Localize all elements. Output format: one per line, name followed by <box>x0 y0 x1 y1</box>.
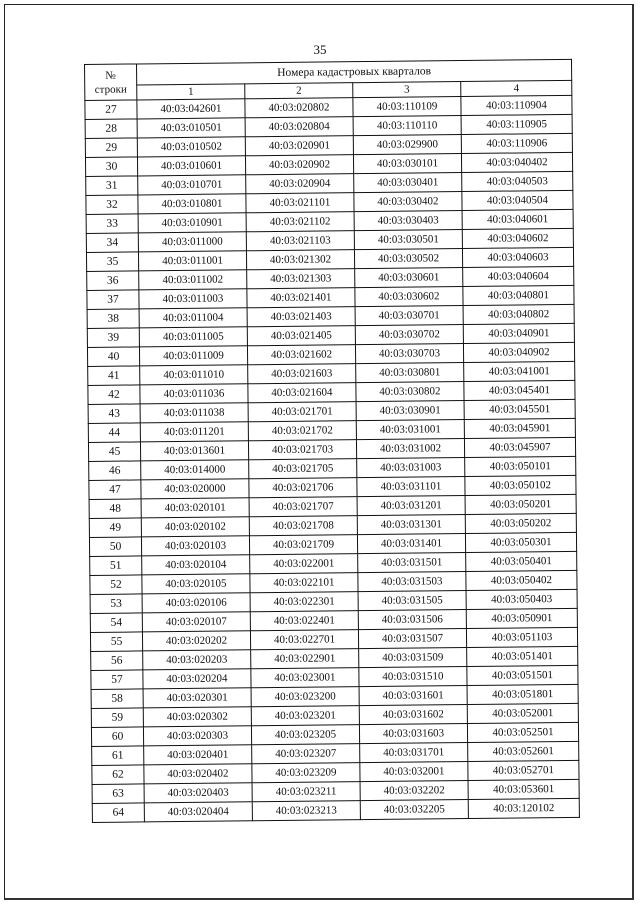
cadastral-number-cell: 40:03:022401 <box>250 611 358 631</box>
cadastral-number-cell: 40:03:021702 <box>248 421 356 441</box>
cadastral-number-cell: 40:03:030602 <box>355 287 463 307</box>
cadastral-number-cell: 40:03:031603 <box>359 724 467 744</box>
cadastral-number-cell: 40:03:110110 <box>353 116 461 136</box>
cadastral-number-cell: 40:03:021701 <box>248 402 356 422</box>
row-number-cell: 51 <box>90 556 142 576</box>
cadastral-number-cell: 40:03:020804 <box>245 117 353 137</box>
cadastral-number-cell: 40:03:050102 <box>465 475 576 495</box>
cadastral-number-cell: 40:03:020202 <box>142 631 250 651</box>
cadastral-number-cell: 40:03:050901 <box>466 608 577 628</box>
cadastral-number-cell: 40:03:023209 <box>252 763 360 783</box>
cadastral-number-cell: 40:03:040801 <box>463 285 574 305</box>
cadastral-number-cell: 40:03:031101 <box>357 477 465 497</box>
column-number-header: 1 <box>137 84 245 100</box>
row-number-cell: 56 <box>91 651 143 671</box>
cadastral-number-cell: 40:03:040504 <box>462 190 573 210</box>
cadastral-number-cell: 40:03:040901 <box>463 323 574 343</box>
row-number-cell: 39 <box>87 328 139 348</box>
cadastral-number-cell: 40:03:040902 <box>463 342 574 362</box>
cadastral-number-cell: 40:03:029900 <box>353 135 461 155</box>
cadastral-number-cell: 40:03:021101 <box>246 193 354 213</box>
cadastral-number-cell: 40:03:023205 <box>251 725 359 745</box>
cadastral-number-cell: 40:03:023200 <box>251 687 359 707</box>
cadastral-number-cell: 40:03:110905 <box>461 114 572 134</box>
row-number-cell: 38 <box>87 309 139 329</box>
cadastral-number-cell: 40:03:020105 <box>142 574 250 594</box>
cadastral-number-cell: 40:03:031510 <box>359 667 467 687</box>
cadastral-quarters-table <box>84 59 580 823</box>
row-number-cell: 57 <box>91 670 143 690</box>
cadastral-number-cell: 40:03:010502 <box>137 137 245 157</box>
cadastral-number-cell: 40:03:021707 <box>249 497 357 517</box>
cadastral-number-cell: 40:03:021403 <box>247 307 355 327</box>
row-number-cell: 32 <box>86 195 138 215</box>
cadastral-number-cell: 40:03:011000 <box>138 232 246 252</box>
cadastral-number-cell: 40:03:040603 <box>462 247 573 267</box>
cadastral-number-cell: 40:03:010901 <box>138 213 246 233</box>
cadastral-number-cell: 40:03:021708 <box>249 516 357 536</box>
cadastral-number-cell: 40:03:030703 <box>355 344 463 364</box>
row-number-cell: 36 <box>87 271 139 291</box>
cadastral-number-cell: 40:03:021706 <box>249 478 357 498</box>
cadastral-number-cell: 40:03:011009 <box>139 346 247 366</box>
cadastral-number-cell: 40:03:030401 <box>354 173 462 193</box>
cadastral-number-cell: 40:03:050403 <box>466 589 577 609</box>
cadastral-number-cell: 40:03:050401 <box>466 551 577 571</box>
cadastral-number-cell: 40:03:010601 <box>137 156 245 176</box>
cadastral-number-cell: 40:03:030801 <box>356 363 464 383</box>
cadastral-number-cell: 40:03:011010 <box>140 365 248 385</box>
cadastral-number-cell: 40:03:050101 <box>465 456 576 476</box>
cadastral-number-cell: 40:03:021602 <box>247 345 355 365</box>
quarters-group-header: Номера кадастровых кварталов <box>137 59 572 85</box>
row-number-cell: 35 <box>86 252 138 272</box>
cadastral-number-cell: 40:03:010701 <box>138 175 246 195</box>
cadastral-number-cell: 40:03:020904 <box>246 174 354 194</box>
cadastral-number-cell: 40:03:030701 <box>355 306 463 326</box>
cadastral-number-cell: 40:03:045501 <box>464 399 575 419</box>
row-number-cell: 62 <box>92 765 144 785</box>
row-number-header <box>85 64 137 101</box>
cadastral-number-cell: 40:03:020301 <box>143 688 251 708</box>
cadastral-number-cell: 40:03:051501 <box>467 665 578 685</box>
cadastral-number-cell: 40:03:020203 <box>143 650 251 670</box>
row-number-cell: 34 <box>86 233 138 253</box>
cadastral-number-cell: 40:03:021103 <box>246 231 354 251</box>
row-number-cell: 43 <box>88 404 140 424</box>
row-number-cell: 42 <box>88 385 140 405</box>
cadastral-number-cell: 40:03:032202 <box>360 781 468 801</box>
row-number-header-symbol: № <box>105 69 116 82</box>
cadastral-number-cell: 40:03:021703 <box>248 440 356 460</box>
cadastral-number-cell: 40:03:020204 <box>143 669 251 689</box>
cadastral-number-cell: 40:03:020303 <box>143 726 251 746</box>
row-number-cell: 31 <box>86 176 138 196</box>
cadastral-number-cell: 40:03:050301 <box>465 532 576 552</box>
cadastral-number-cell: 40:03:050402 <box>466 570 577 590</box>
cadastral-number-cell: 40:03:020104 <box>142 555 250 575</box>
cadastral-number-cell: 40:03:110109 <box>353 97 461 117</box>
cadastral-number-cell: 40:03:050202 <box>465 513 576 533</box>
cadastral-number-cell: 40:03:031507 <box>358 629 466 649</box>
cadastral-number-cell: 40:03:031001 <box>356 420 464 440</box>
cadastral-number-cell: 40:03:050201 <box>465 494 576 514</box>
cadastral-number-cell: 40:03:011038 <box>140 403 248 423</box>
cadastral-number-cell: 40:03:020901 <box>245 136 353 156</box>
cadastral-number-cell: 40:03:031509 <box>359 648 467 668</box>
cadastral-number-cell: 40:03:022901 <box>251 649 359 669</box>
row-number-cell: 40 <box>87 347 139 367</box>
cadastral-number-cell: 40:03:030403 <box>354 211 462 231</box>
row-number-cell: 44 <box>88 423 140 443</box>
cadastral-number-cell: 40:03:031501 <box>358 553 466 573</box>
cadastral-number-cell: 40:03:011003 <box>139 289 247 309</box>
cadastral-number-cell: 40:03:051801 <box>467 684 578 704</box>
cadastral-number-cell: 40:03:052001 <box>467 703 578 723</box>
cadastral-number-cell: 40:03:045907 <box>464 437 575 457</box>
cadastral-number-cell: 40:03:023211 <box>252 782 360 802</box>
cadastral-number-cell: 40:03:110906 <box>461 133 572 153</box>
cadastral-number-cell: 40:03:023001 <box>251 668 359 688</box>
row-number-cell: 28 <box>85 119 137 139</box>
column-number-header: 2 <box>245 83 353 99</box>
cadastral-number-cell: 40:03:045901 <box>464 418 575 438</box>
row-number-cell: 58 <box>91 689 143 709</box>
row-number-cell: 30 <box>85 157 137 177</box>
cadastral-number-cell: 40:03:030901 <box>356 401 464 421</box>
cadastral-number-cell: 40:03:030702 <box>355 325 463 345</box>
table-body <box>85 95 580 822</box>
cadastral-number-cell: 40:03:031602 <box>359 705 467 725</box>
cadastral-number-cell: 40:03:010501 <box>137 118 245 138</box>
cadastral-number-cell: 40:03:023201 <box>251 706 359 726</box>
cadastral-number-cell: 40:03:022101 <box>250 573 358 593</box>
row-number-cell: 52 <box>90 575 142 595</box>
cadastral-number-cell: 40:03:031505 <box>358 591 466 611</box>
row-number-cell: 45 <box>88 442 140 462</box>
cadastral-number-cell: 40:03:021401 <box>247 288 355 308</box>
cadastral-number-cell: 40:03:031201 <box>357 496 465 516</box>
cadastral-number-cell: 40:03:040802 <box>463 304 574 324</box>
cadastral-number-cell: 40:03:040602 <box>462 228 573 248</box>
cadastral-number-cell: 40:03:040503 <box>462 171 573 191</box>
column-number-header: 3 <box>353 82 461 98</box>
cadastral-number-cell: 40:03:032001 <box>360 762 468 782</box>
row-number-cell: 33 <box>86 214 138 234</box>
cadastral-number-cell: 40:03:021709 <box>249 535 357 555</box>
cadastral-number-cell: 40:03:020302 <box>143 707 251 727</box>
cadastral-number-cell: 40:03:020802 <box>245 98 353 118</box>
cadastral-number-cell: 40:03:031002 <box>356 439 464 459</box>
cadastral-number-cell: 40:03:020401 <box>144 745 252 765</box>
cadastral-number-cell: 40:03:020902 <box>245 155 353 175</box>
cadastral-number-cell: 40:03:011002 <box>139 270 247 290</box>
cadastral-number-cell: 40:03:030601 <box>355 268 463 288</box>
row-number-cell: 53 <box>90 594 142 614</box>
cadastral-number-cell: 40:03:022001 <box>250 554 358 574</box>
cadastral-number-cell: 40:03:041001 <box>464 361 575 381</box>
cadastral-number-cell: 40:03:031601 <box>359 686 467 706</box>
cadastral-number-cell: 40:03:031701 <box>360 743 468 763</box>
cadastral-number-cell: 40:03:011201 <box>140 422 248 442</box>
cadastral-number-cell: 40:03:052601 <box>468 741 579 761</box>
cadastral-number-cell: 40:03:040402 <box>461 152 572 172</box>
cadastral-number-cell: 40:03:023207 <box>252 744 360 764</box>
cadastral-number-cell: 40:03:031003 <box>357 458 465 478</box>
cadastral-number-cell: 40:03:023213 <box>252 801 360 821</box>
cadastral-number-cell: 40:03:030402 <box>354 192 462 212</box>
row-number-cell: 49 <box>89 518 141 538</box>
cadastral-number-cell: 40:03:045401 <box>464 380 575 400</box>
cadastral-number-cell: 40:03:031401 <box>357 534 465 554</box>
row-number-cell: 63 <box>92 784 144 804</box>
cadastral-number-cell: 40:03:021405 <box>247 326 355 346</box>
cadastral-number-cell: 40:03:051401 <box>467 646 578 666</box>
cadastral-number-cell: 40:03:020102 <box>141 517 249 537</box>
cadastral-number-cell: 40:03:022701 <box>250 630 358 650</box>
cadastral-number-cell: 40:03:053601 <box>468 779 579 799</box>
cadastral-number-cell: 40:03:011036 <box>140 384 248 404</box>
column-number-header: 4 <box>461 80 572 96</box>
cadastral-number-cell: 40:03:020101 <box>141 498 249 518</box>
cadastral-number-cell: 40:03:020000 <box>141 479 249 499</box>
cadastral-number-cell: 40:03:030502 <box>354 249 462 269</box>
row-number-cell: 61 <box>92 746 144 766</box>
cadastral-number-cell: 40:03:021603 <box>248 364 356 384</box>
row-number-cell: 64 <box>92 803 144 823</box>
cadastral-number-cell: 40:03:032205 <box>360 800 468 820</box>
row-number-cell: 60 <box>91 727 143 747</box>
cadastral-number-cell: 40:03:031503 <box>358 572 466 592</box>
cadastral-number-cell: 40:03:040604 <box>463 266 574 286</box>
row-number-cell: 48 <box>89 499 141 519</box>
cadastral-number-cell: 40:03:052501 <box>467 722 578 742</box>
cadastral-number-cell: 40:03:011001 <box>138 251 246 271</box>
cadastral-number-cell: 40:03:011004 <box>139 308 247 328</box>
cadastral-number-cell: 40:03:011005 <box>139 327 247 347</box>
cadastral-number-cell: 40:03:020403 <box>144 783 252 803</box>
row-number-cell: 41 <box>88 366 140 386</box>
cadastral-number-cell: 40:03:110904 <box>461 95 572 115</box>
cadastral-number-cell: 40:03:020402 <box>144 764 252 784</box>
row-number-cell: 46 <box>89 461 141 481</box>
row-number-cell: 55 <box>90 632 142 652</box>
cadastral-number-cell: 40:03:021302 <box>246 250 354 270</box>
row-number-cell: 54 <box>90 613 142 633</box>
cadastral-number-cell: 40:03:022301 <box>250 592 358 612</box>
cadastral-number-cell: 40:03:020103 <box>141 536 249 556</box>
cadastral-number-cell: 40:03:020107 <box>142 612 250 632</box>
cadastral-number-cell: 40:03:052701 <box>468 760 579 780</box>
cadastral-number-cell: 40:03:030501 <box>354 230 462 250</box>
row-number-header-label: строки <box>94 83 127 96</box>
cadastral-number-cell: 40:03:051103 <box>466 627 577 647</box>
cadastral-number-cell: 40:03:042601 <box>137 99 245 119</box>
cadastral-number-cell: 40:03:020404 <box>144 802 252 822</box>
row-number-cell: 29 <box>85 138 137 158</box>
cadastral-number-cell: 40:03:013601 <box>140 441 248 461</box>
row-number-cell: 47 <box>89 480 141 500</box>
cadastral-number-cell: 40:03:021705 <box>249 459 357 479</box>
row-number-cell: 50 <box>89 537 141 557</box>
row-number-cell: 59 <box>91 708 143 728</box>
cadastral-number-cell: 40:03:030802 <box>356 382 464 402</box>
row-number-cell: 37 <box>87 290 139 310</box>
cadastral-number-cell: 40:03:014000 <box>141 460 249 480</box>
cadastral-number-cell: 40:03:021303 <box>247 269 355 289</box>
cadastral-number-cell: 40:03:020106 <box>142 593 250 613</box>
cadastral-number-cell: 40:03:120102 <box>468 798 579 818</box>
cadastral-number-cell: 40:03:040601 <box>462 209 573 229</box>
cadastral-number-cell: 40:03:031506 <box>358 610 466 630</box>
cadastral-number-cell: 40:03:021102 <box>246 212 354 232</box>
cadastral-number-cell: 40:03:030101 <box>353 154 461 174</box>
cadastral-number-cell: 40:03:021604 <box>248 383 356 403</box>
cadastral-number-cell: 40:03:010801 <box>138 194 246 214</box>
cadastral-number-cell: 40:03:031301 <box>357 515 465 535</box>
row-number-cell: 27 <box>85 100 137 120</box>
page-number: 35 <box>313 42 327 57</box>
